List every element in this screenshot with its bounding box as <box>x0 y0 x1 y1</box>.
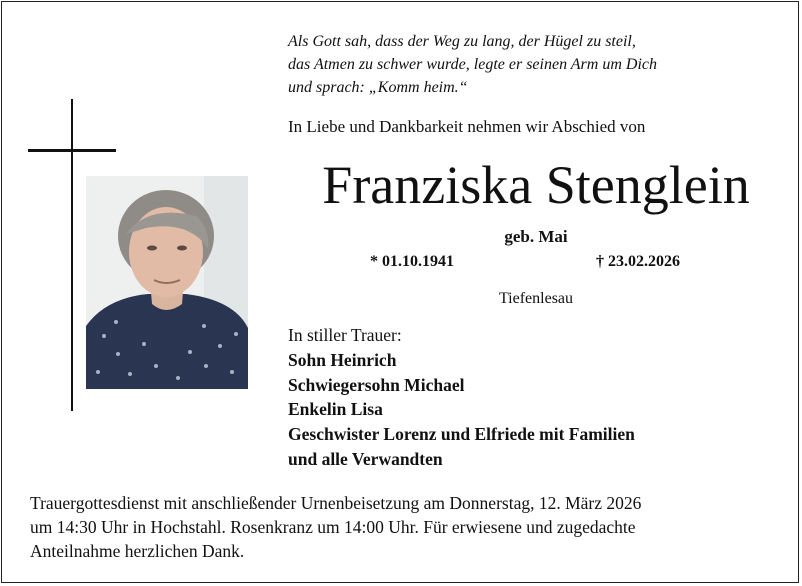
cross-vertical-bar <box>71 99 73 411</box>
deceased-name: Franziska Stenglein <box>322 155 750 215</box>
mourners-heading: In stiller Trauer: <box>288 325 402 345</box>
service-line: Anteilnahme herzlichen Dank. <box>30 541 245 561</box>
portrait-illustration <box>86 176 248 389</box>
place-of-residence: Tiefenlesau <box>498 290 574 307</box>
quote-line: Als Gott sah, dass der Weg zu lang, der Hügel zu steil, <box>288 33 636 50</box>
cross-horizontal-bar <box>28 149 116 152</box>
mourner-entry: Sohn Heinrich <box>288 349 397 370</box>
service-line: um 14:30 Uhr in Hochstahl. Rosenkranz um 14:00 Uhr. Für erwiesene und zugedachte <box>30 517 636 537</box>
service-announcement <box>30 491 782 563</box>
mourners-list <box>288 323 635 472</box>
memorial-quote <box>288 30 768 99</box>
mourner-entry: Schwiegersohn Michael <box>288 374 465 395</box>
quote-line: und sprach: „Komm heim.“ <box>288 79 468 96</box>
quote-line: das Atmen zu schwer wurde, legte er seinen Arm um Dich <box>288 56 657 73</box>
death-date: † 23.02.2026 <box>596 253 680 270</box>
mourner-entry: und alle Verwandten <box>288 448 443 469</box>
service-line: Trauergottesdienst mit anschließender Urnenbeisetzung am Donnerstag, 12. März 2026 <box>30 493 642 513</box>
mourner-entry: Enkelin Lisa <box>288 399 383 420</box>
portrait-photo <box>86 176 248 389</box>
farewell-intro: In Liebe und Dankbarkeit nehmen wir Abschied von <box>288 117 646 136</box>
birth-date: * 01.10.1941 <box>370 253 454 270</box>
mourner-entry: Geschwister Lorenz und Elfriede mit Familien <box>288 424 635 445</box>
maiden-name: geb. Mai <box>504 227 568 246</box>
